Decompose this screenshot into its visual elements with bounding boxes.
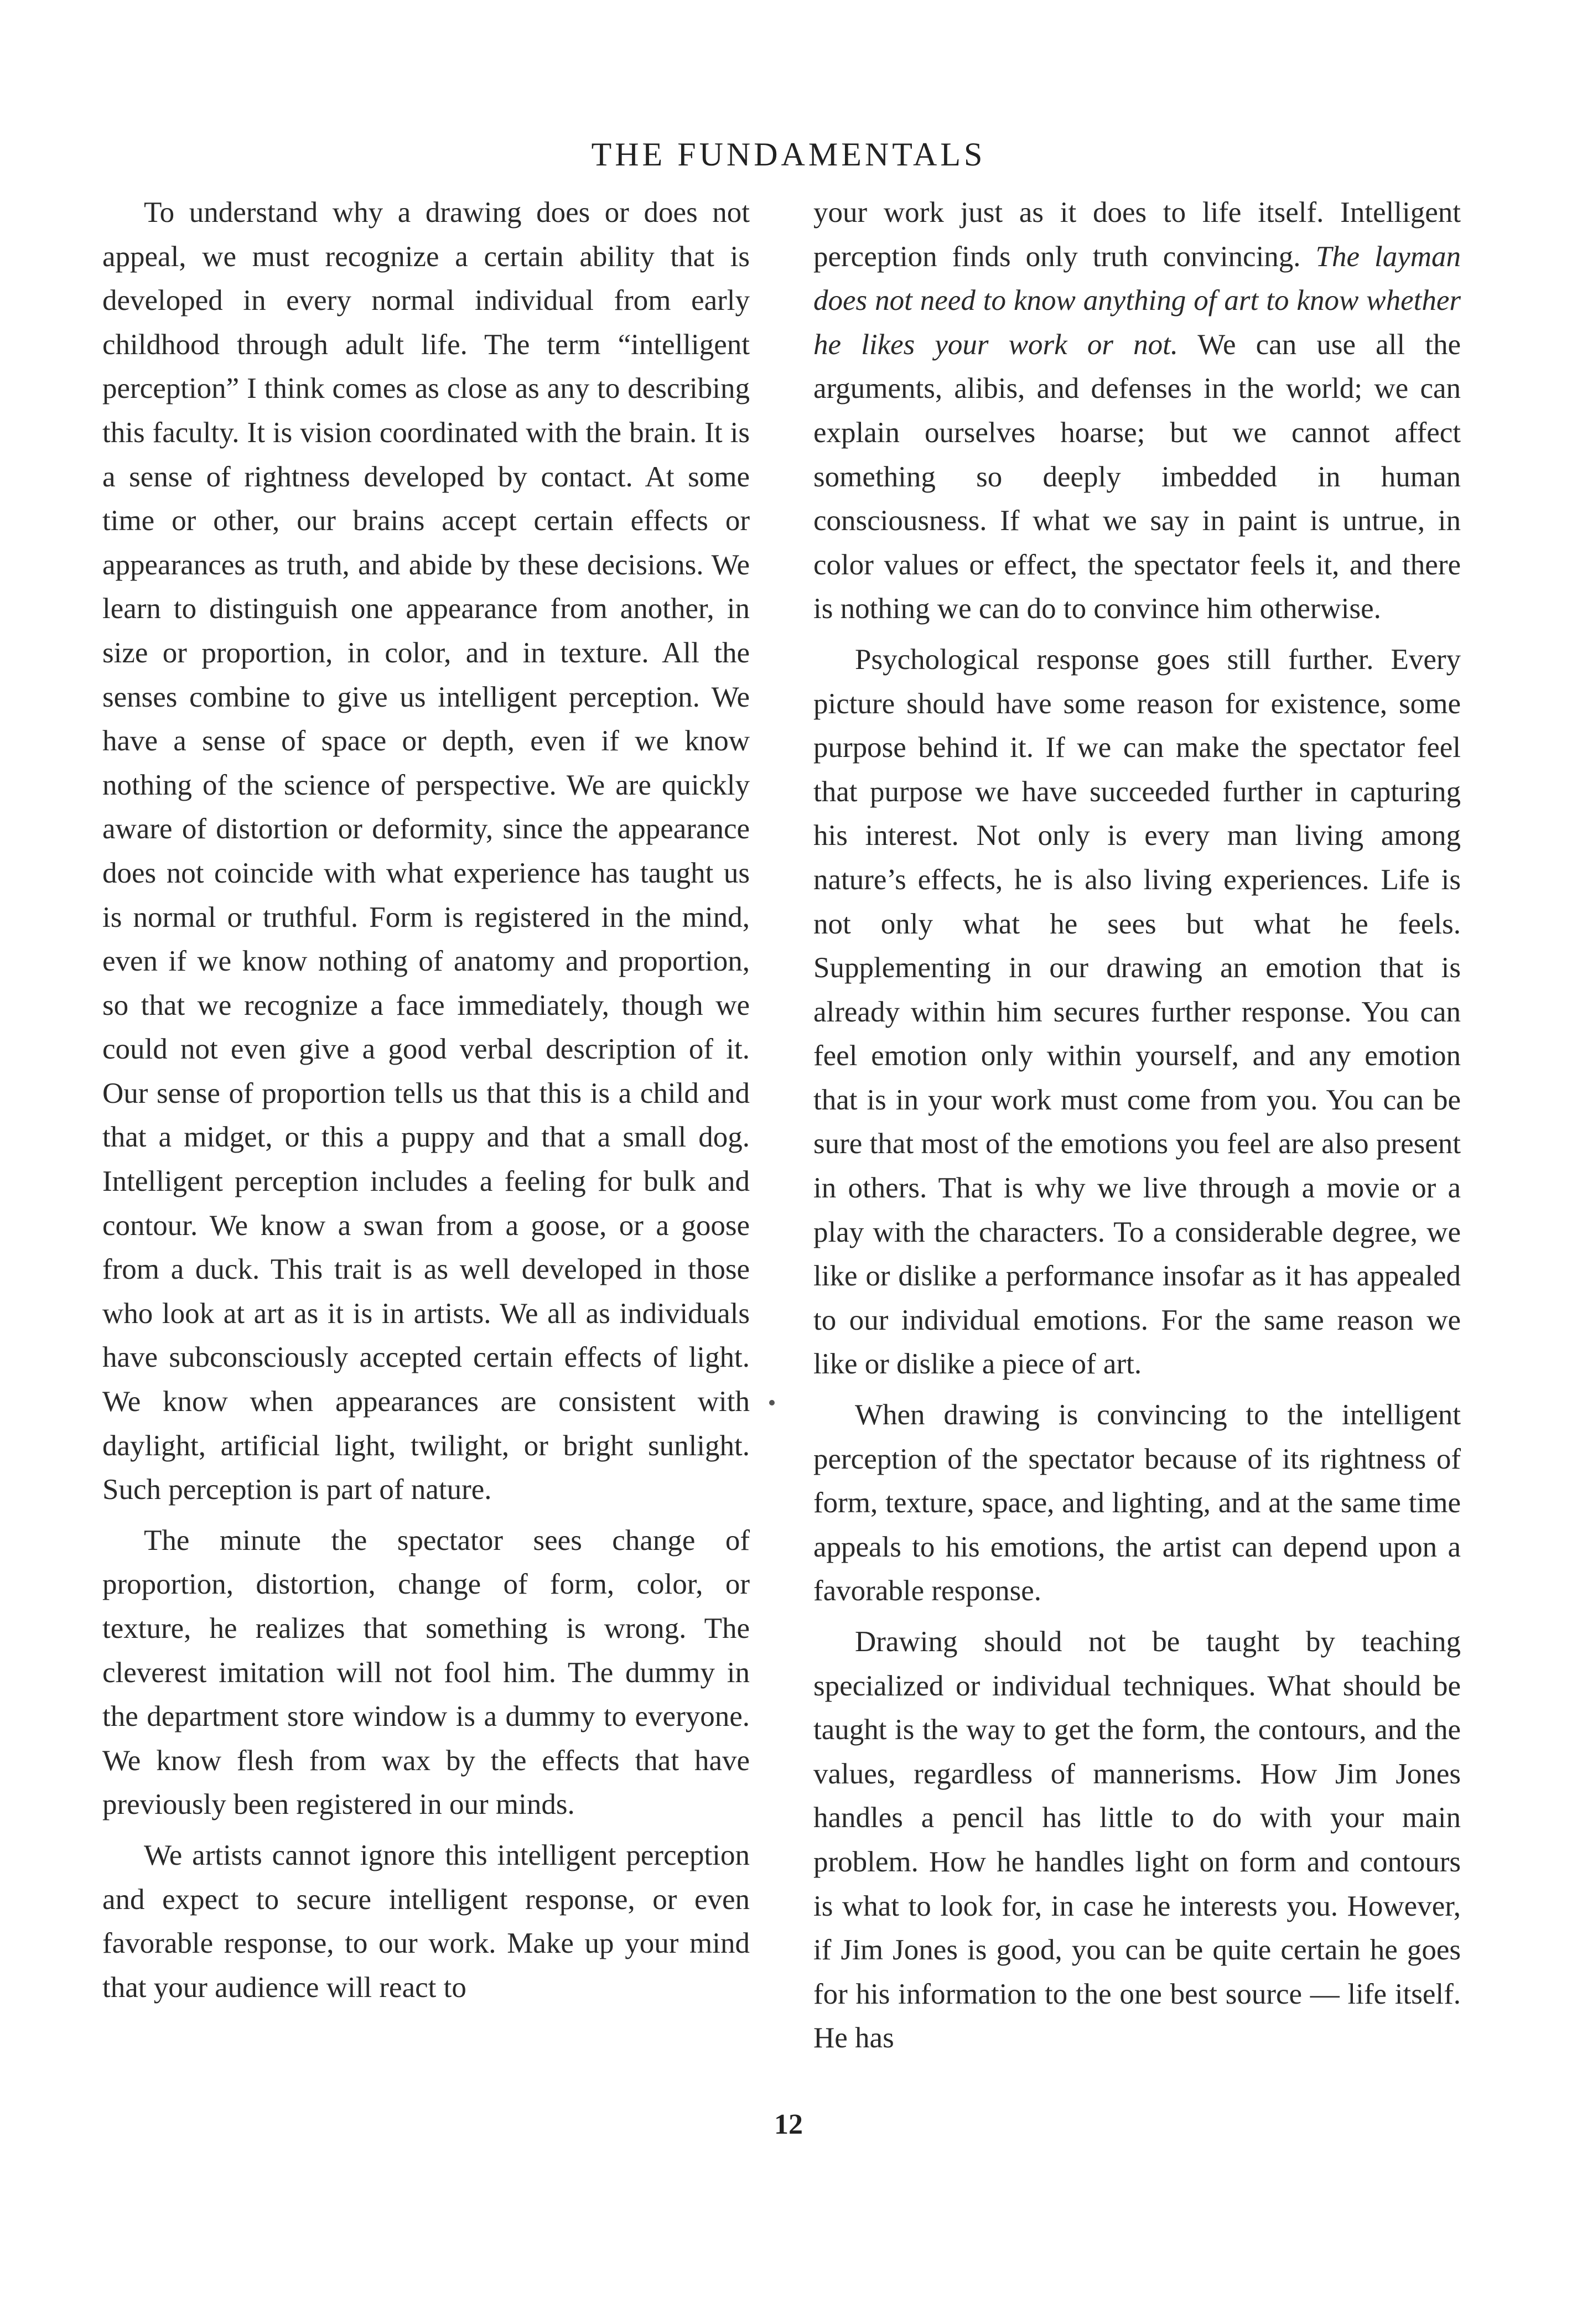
paragraph: The minute the spectator sees change of proportion, distortion, change of form, color, or texture, he realizes that something is wrong. The cleverest imitation will not fool him. The dummy in the department store window is a dummy to everyone. We know flesh from wax by the effects that have previously been registered in our minds. [102, 1524, 750, 1821]
paragraph: We artists cannot ignore this intelligent perception and expect to secure intelligent response, or even favorable response, to our work. Make up your mind that your audience will react to [102, 1839, 750, 2004]
paragraph: Psychological response goes still further. Every picture should have some reason for existence, some purpose behind it. If we can make the spectator feel that purpose we have succeeded further in capturing his interest. Not only is every man living among nature’s effects, he is also living experiences. Life is not only what he sees but what he feels. Supplementing in our drawing an emotion that is already within him secures further response. You can feel emotion only within yourself, and any emotion that is in your work must come from you. You can be sure that most of the emotions you feel are also present in others. That is why we live through a movie or a play with the characters. To a considerable degree, we like or dislike a performance insofar as it has appealed to our individual emotions. For the same reason we like or dislike a piece of art. [813, 643, 1461, 1381]
paragraph: To understand why a drawing does or does not appeal, we must recognize a certain ability that is developed in every normal individual from early childhood through adult life. The term “intelligent perception” I think comes as close as any to describing this faculty. It is vision coordinated with the brain. It is a sense of rightness developed by contact. At some time or other, our brains accept certain effects or appearances as truth, and abide by these decisions. We learn to distinguish one appearance from another, in size or proportion, in color, and in texture. All the senses combine to give us intelligent perception. We have a sense of space or depth, even if we know nothing of the science of perspective. We are quickly aware of distortion or deformity, since the appearance does not coincide with what experience has taught us is normal or truthful. Form is registered in the mind, even if we know nothing of anatomy and proportion, so that we recognize a face immediately, though we could not even give a good verbal description of it. Our sense of proportion tells us that this is a child and that a midget, or this a puppy and that a small dog. Intelligent perception includes a feeling for bulk and contour. We know a swan from a goose, or a goose from a duck. This trait is as well developed in those who look at art as it is in artists. We all as individuals have subconsciously accepted certain effects of light. We know when appearances are consistent with daylight, artificial light, twilight, or bright sunlight. Such perception is part of nature. [102, 196, 750, 1506]
paragraph: When drawing is convincing to the intelligent perception of the spectator because of its rightness of form, texture, space, and lighting, and at the same time appeals to his emotions, the artist can depend upon a favorable response. [813, 1399, 1461, 1607]
running-header: THE FUNDAMENTALS [591, 136, 986, 173]
stray-ink-mark [769, 1400, 775, 1405]
right-column [813, 191, 1461, 2061]
left-column [102, 191, 750, 2010]
emphasis-text: The layman does not need to know anything of art to know whether he likes your work or not. [813, 240, 1461, 361]
paragraph-continued [813, 191, 1461, 631]
page-number: 12 [774, 2109, 803, 2140]
paragraph-text: We can use all the arguments, alibis, and defenses in the world; we can explain ourselves hoarse; but we cannot affect something so deeply imbedded in human consciousness. If what we say in paint is untrue, in color values or effect, the spectator feels it, and there is nothing we can do to convince him otherwise. [813, 328, 1461, 625]
paragraph: Drawing should not be taught by teaching specialized or individual techniques. What should be taught is the way to get the form, the contours, and the values, regardless of mannerisms. How Jim Jones handles a pencil has little to do with your main problem. How he handles light on form and contours is what to look for, in case he interests you. However, if Jim Jones is good, you can be quite certain he goes for his information to the one best source — life itself. He has [813, 1626, 1461, 2055]
paragraph-text: your work just as it does to life itself. Intelligent perception finds only truth convincing. [813, 196, 1461, 273]
